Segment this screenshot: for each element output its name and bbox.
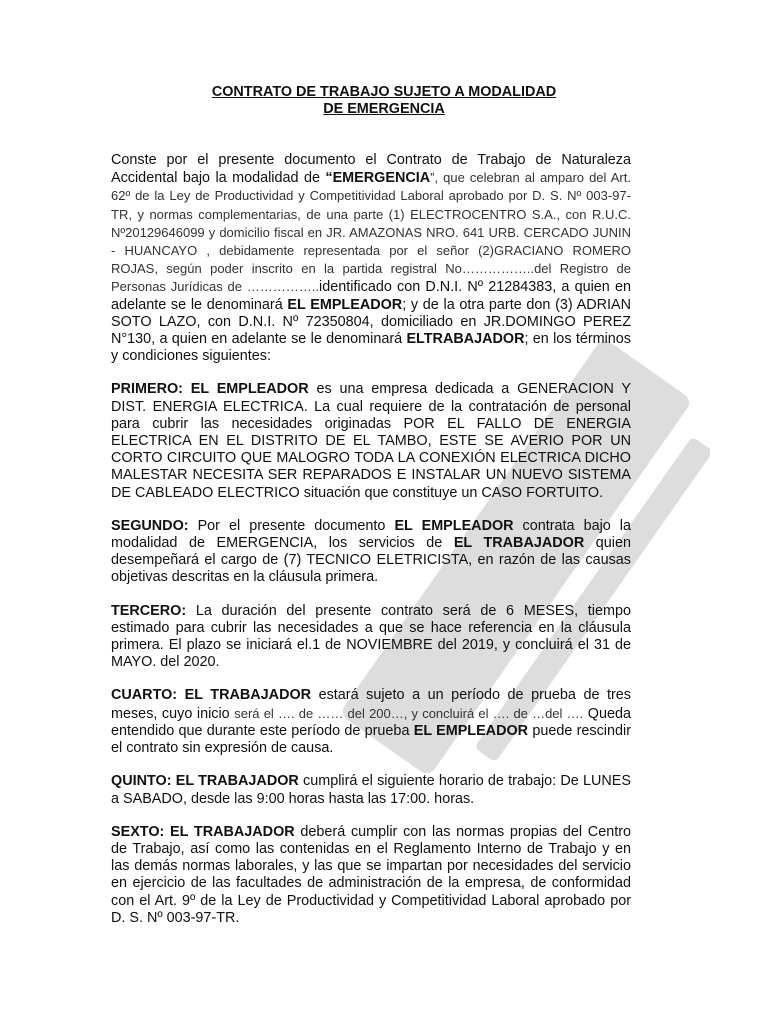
clause-segundo [111, 518, 631, 587]
clause-segundo-bold-trabajador: EL TRABAJADOR [453, 535, 585, 552]
clause-cuarto [111, 687, 631, 757]
intro-bold-empleador: EL EMPLEADOR [287, 296, 403, 313]
clause-tercero-text: La duración del presente contrato será de 6 MESES, tiempo estimado para cubrir las necesidades a que se hace referencia en la cláusula primera. El plazo se iniciará el.1 de NOVIEMBRE del 2019, y concluirá el 31 de MAYO. del 2020. [111, 602, 631, 671]
title-line-2: DE EMERGENCIA [323, 101, 445, 117]
clause-cuarto-bold-empleador: EL EMPLEADOR [413, 722, 529, 739]
clause-cuarto-text-1: estará sujeto a un período de prueba de tres meses, cuyo inicio [111, 687, 631, 722]
intro-text-3: No……………..del Registro de Personas Jurídicas de …………….. [111, 261, 632, 295]
clause-segundo-text-3: quien desempeñará el cargo de (7) TECNICO ELETRICISTA, en razón de las causas objetivas descritas en la cláusula primera. [111, 535, 631, 586]
intro-text-2: ”, que celebran al amparo del Art. 62º de la Ley de Productividad y Competitividad Laboral aprobado por D. S. Nº 003-97-TR, y normas complementarias, de una parte (1) ELECTROCENTRO S.A., con R.U.C. Nº20129646099 y domicilio fiscal en JR. AMAZONAS NRO. 641 URB. CERCADO JUNIN - HUANCAYO , debidamente representada por el señor (2)GRACIANO ROMERO ROJAS, según poder inscrito en la partida registral [111, 170, 631, 277]
clause-quinto-heading: QUINTO: EL TRABAJADOR [111, 773, 299, 790]
intro-text-6: ; en los términos y condiciones siguientes: [111, 331, 631, 365]
clause-segundo-text-1: Por el presente documento [188, 517, 395, 534]
clause-primero-text: es una empresa dedicada a GENERACION Y DIST. ENERGIA ELECTRICA. La cual requiere de la contratación de personal para cubrir las necesidades originadas POR EL FALLO DE ENERGIA ELECTRICA EN EL DISTRITO DE EL TAMBO, ESTE SE AVERIO POR UN CORTO CIRCUITO QUE MALOGRO TODA LA CONEXIÓN ELECTRICA DICHO MALESTAR NECESITA SER REPARADOS E INSTALAR UN NUEVO SISTEMA DE CABLEADO ELECTRICO situación que constituye un CASO FORTUITO. [111, 381, 631, 501]
intro-bold-trabajador: ELTRABAJADOR [406, 331, 525, 348]
intro-paragraph [111, 152, 631, 365]
clause-segundo-heading: SEGUNDO: [111, 517, 189, 534]
clause-quinto [111, 773, 631, 807]
document-body [111, 152, 631, 943]
clause-tercero-heading: TERCERO: [111, 602, 187, 619]
clause-primero [111, 381, 631, 501]
clause-cuarto-heading: CUARTO: EL TRABAJADOR [111, 687, 312, 704]
clause-cuarto-text-2: será el …. de …… del 200…, y concluirá el …. de …del …. [234, 705, 584, 721]
intro-text-4: identificado con D.N.I. Nº 21284383, a quien en adelante se le denominará [111, 279, 631, 313]
title-line-1: CONTRATO DE TRABAJO SUJETO A MODALIDAD [211, 84, 557, 100]
intro-bold-emergencia: “EMERGENCIA [325, 170, 431, 187]
intro-text-5: ; y de la otra parte don (3) ADRIAN SOTO LAZO, con D.N.I. Nº 72350804, domiciliado en JR.DOMINGO PEREZ N°130, a quien en adelante se le denominará [111, 296, 631, 348]
clause-sexto-heading: SEXTO: EL TRABAJADOR [111, 823, 295, 840]
clause-primero-heading: PRIMERO: EL EMPLEADOR [111, 381, 309, 398]
intro-text-1: Conste por el presente documento el Contrato de Trabajo de Naturaleza Accidental bajo la modalidad de [111, 152, 631, 187]
document-title [0, 84, 768, 118]
clause-quinto-text: cumplirá el siguiente horario de trabajo: De LUNES a SABADO, desde las 9:00 horas hasta las 17:00. horas. [111, 773, 631, 807]
clause-segundo-bold-empleador: EL EMPLEADOR [394, 517, 514, 534]
clause-tercero [111, 603, 631, 672]
clause-segundo-text-2: contrata bajo la modalidad de EMERGENCIA, los servicios de [111, 517, 631, 552]
clause-cuarto-text-4: puede rescindir el contrato sin expresión de causa. [111, 722, 631, 757]
clause-sexto-text: deberá cumplir con las normas propias del Centro de Trabajo, así como las contenidas en el Reglamento Interno de Trabajo y en las demás normas laborales, y las que se impartan por necesidades del servicio en ejercicio de las facultades de administración de la empresa, de conformidad con el Art. 9º de la Ley de Productividad y Competitividad Laboral aprobado por D. S. Nº 003-97-TR. [111, 823, 631, 926]
clause-cuarto-text-3: Queda entendido que durante este período de prueba [111, 705, 631, 739]
clause-sexto [111, 824, 631, 927]
